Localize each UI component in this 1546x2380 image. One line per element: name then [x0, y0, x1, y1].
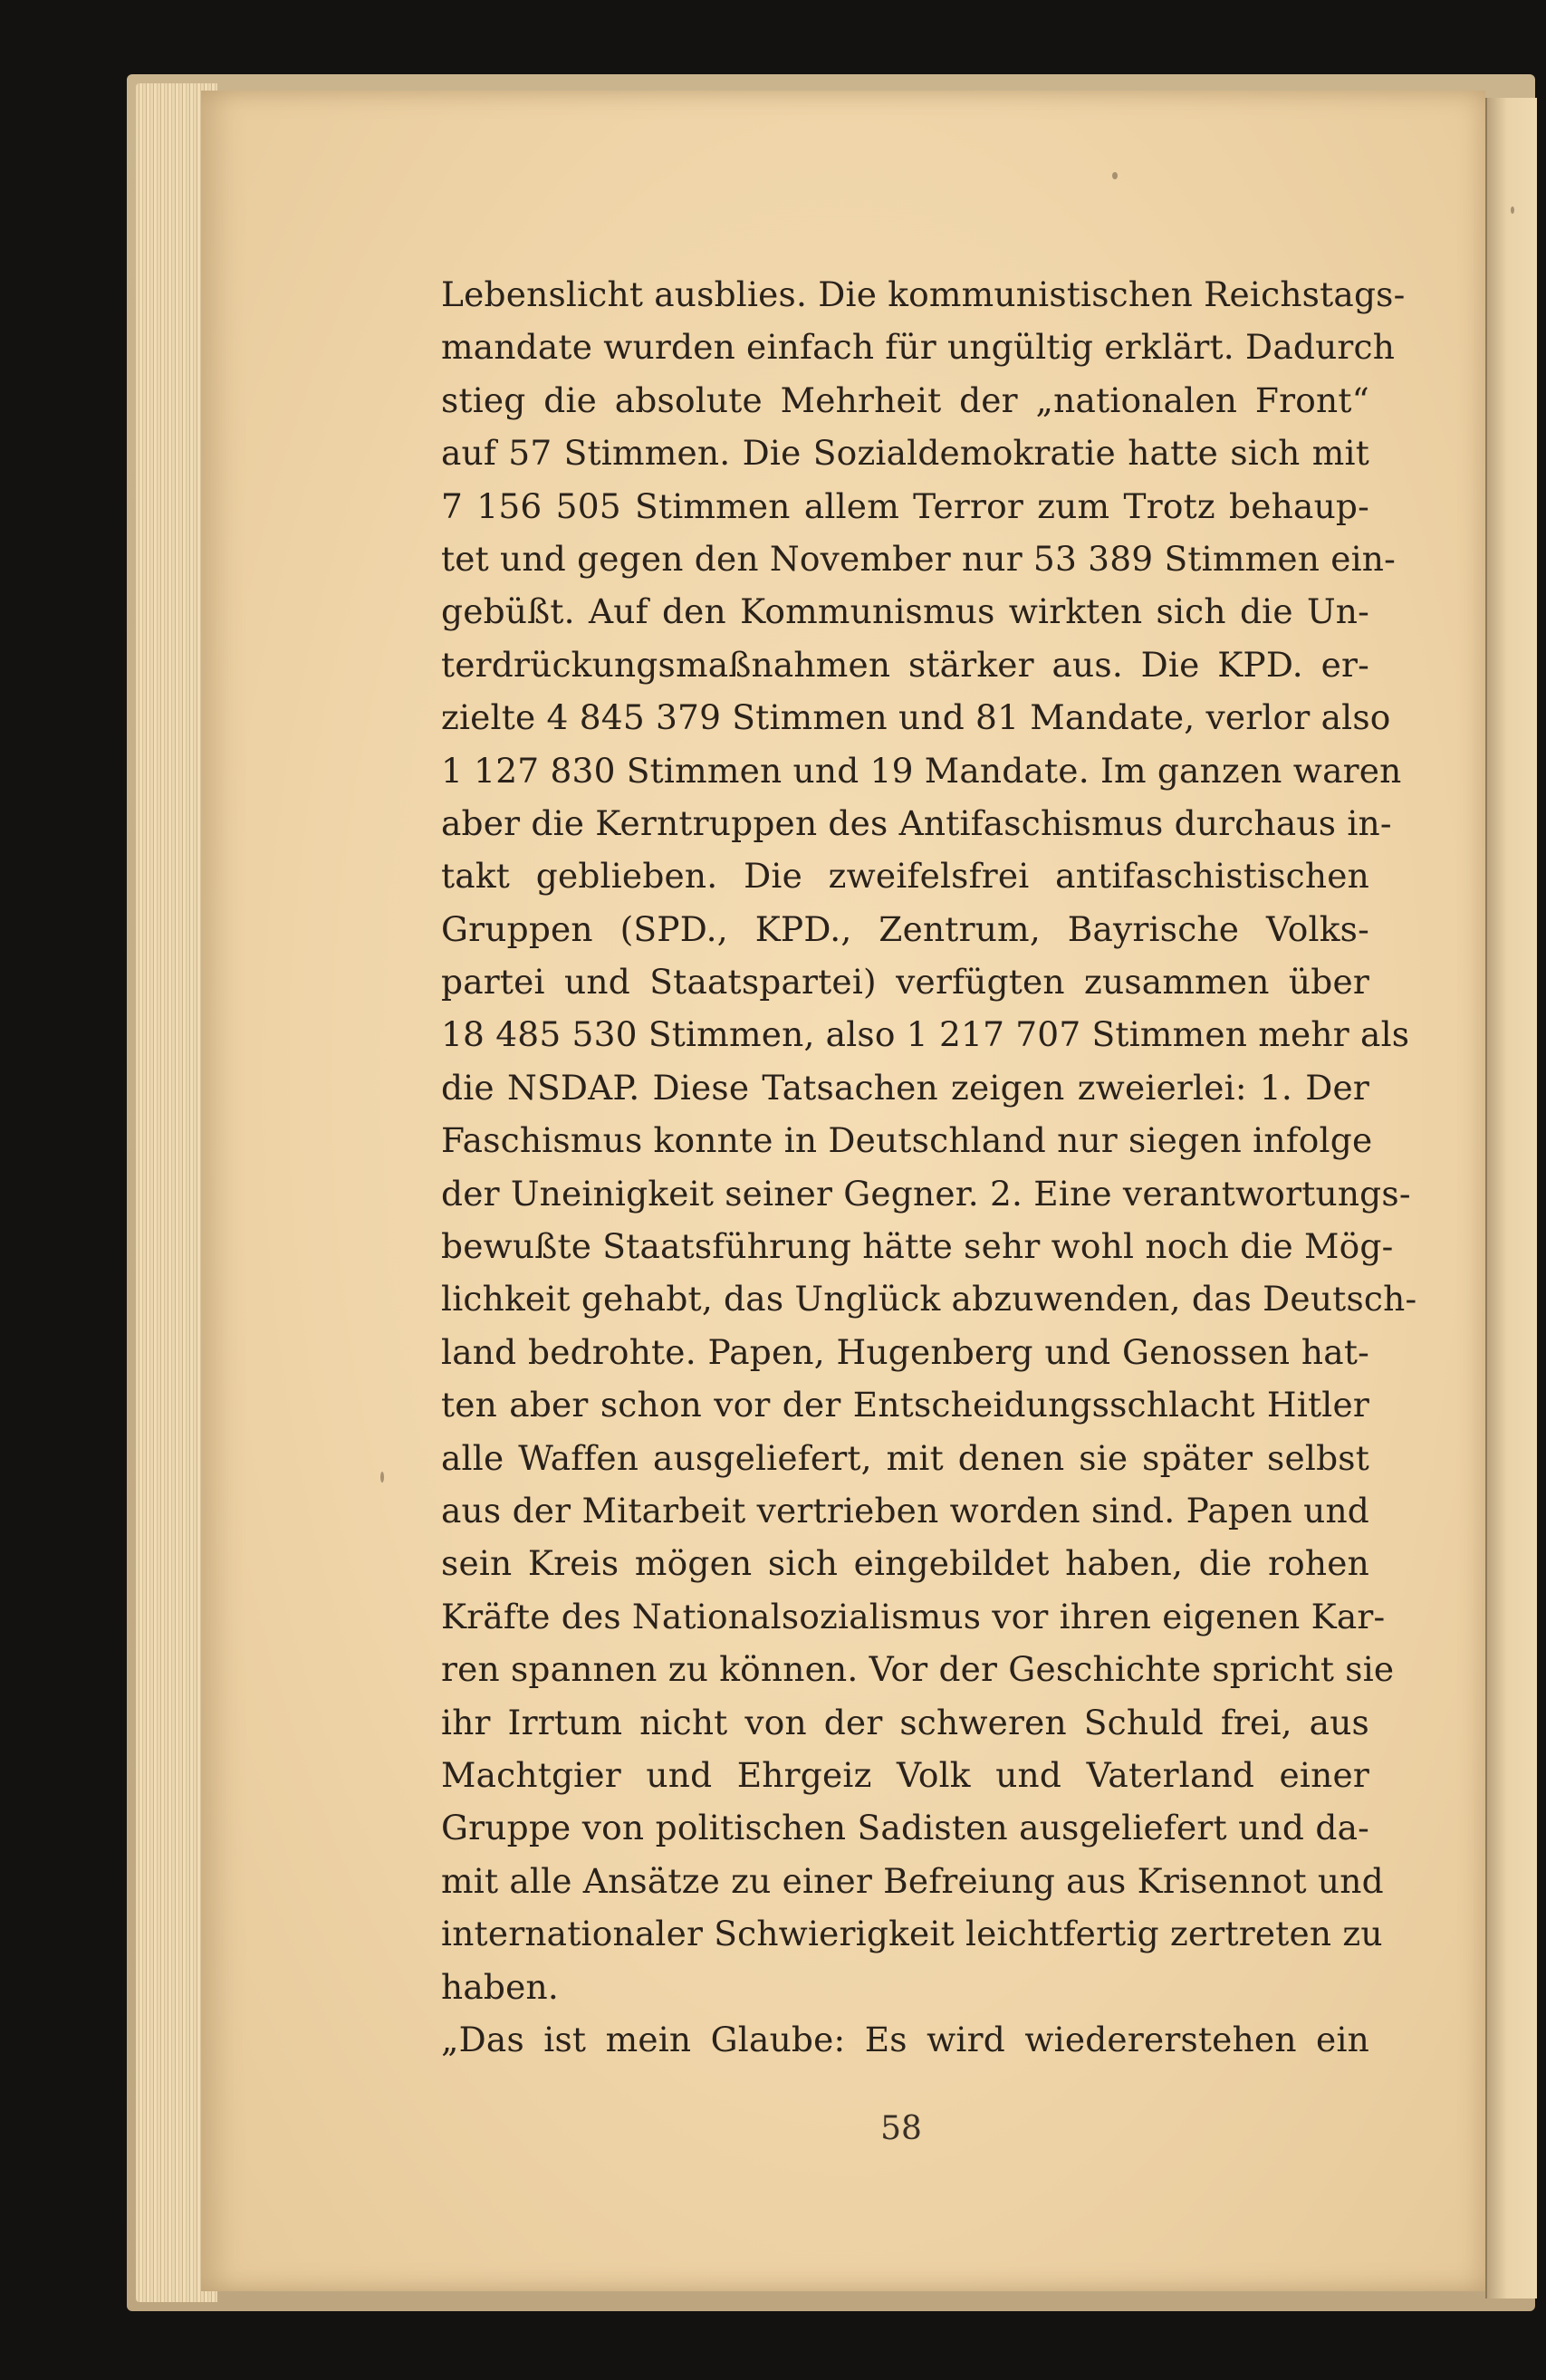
text-line: partei und Staatspartei) verfügten zusammen über	[441, 962, 1369, 1003]
text-line: haben.	[441, 1966, 559, 2007]
page-number: 58	[880, 2110, 922, 2147]
adjacent-page-edge	[1485, 98, 1537, 2298]
text-line: sein Kreis mögen sich eingebildet haben, die rohen	[441, 1543, 1369, 1584]
text-line: ihr Irrtum nicht von der schweren Schuld frei, aus	[441, 1702, 1369, 1742]
text-line: stieg die absolute Mehrheit der „nationalen Front“	[441, 379, 1369, 420]
text-line: 1 127 830 Stimmen und 19 Mandate. Im ganzen waren	[441, 750, 1402, 791]
text-line: internationaler Schwierigkeit leichtfertig zertreten zu	[441, 1914, 1383, 1954]
text-line: ten aber schon vor der Entscheidungsschlacht Hitler	[441, 1385, 1369, 1425]
text-line: alle Waffen ausgeliefert, mit denen sie später selbst	[441, 1437, 1369, 1478]
text-line: mandate wurden einfach für ungültig erklärt. Dadurch	[441, 327, 1396, 368]
text-line: lichkeit gehabt, das Unglück abzuwenden, das Deutsch-	[441, 1279, 1417, 1320]
text-line: Gruppe von politischen Sadisten ausgeliefert und da-	[441, 1808, 1369, 1848]
text-line: aus der Mitarbeit vertrieben worden sind. Papen und	[441, 1490, 1369, 1531]
text-line: tet und gegen den November nur 53 389 Stimmen ein-	[441, 538, 1397, 579]
text-line: gebüßt. Auf den Kommunismus wirkten sich die Un-	[441, 591, 1369, 632]
text-line: 18 485 530 Stimmen, also 1 217 707 Stimmen mehr als	[441, 1014, 1410, 1055]
text-line: aber die Kerntruppen des Antifaschismus durchaus in-	[441, 802, 1392, 843]
body-text	[441, 268, 1417, 2066]
text-line: Kräfte des Nationalsozialismus vor ihren eigenen Kar-	[441, 1596, 1386, 1636]
text-line: land bedrohte. Papen, Hugenberg und Genossen hat-	[441, 1331, 1369, 1372]
text-line: mit alle Ansätze zu einer Befreiung aus Krisennot und	[441, 1860, 1384, 1901]
text-line: der Uneinigkeit seiner Gegner. 2. Eine verantwortungs-	[441, 1173, 1411, 1214]
text-line: auf 57 Stimmen. Die Sozialdemokratie hatte sich mit	[441, 433, 1369, 474]
text-line: Gruppen (SPD., KPD., Zentrum, Bayrische Volks-	[441, 908, 1369, 949]
text-line: terdrückungsmaßnahmen stärker aus. Die KPD. er-	[441, 644, 1369, 685]
text-line: 7 156 505 Stimmen allem Terror zum Trotz behaup-	[441, 485, 1369, 526]
paper-speck	[1511, 206, 1514, 214]
text-line: die NSDAP. Diese Tatsachen zeigen zweierlei: 1. Der	[441, 1067, 1369, 1108]
text-line: Faschismus konnte in Deutschland nur siegen infolge	[441, 1120, 1373, 1161]
text-line: Machtgier und Ehrgeiz Volk und Vaterland einer	[441, 1754, 1369, 1795]
text-line: Lebenslicht ausblies. Die kommunistischen Reichstags-	[441, 274, 1406, 314]
text-line: ren spannen zu können. Vor der Geschichte spricht sie	[441, 1649, 1395, 1690]
paper-speck	[380, 1472, 384, 1483]
paper-speck	[1112, 172, 1118, 179]
text-line: takt geblieben. Die zweifelsfrei antifaschistischen	[441, 856, 1369, 897]
text-line: zielte 4 845 379 Stimmen und 81 Mandate, verlor also	[441, 697, 1391, 738]
text-line: bewußte Staatsführung hätte sehr wohl noch die Mög-	[441, 1226, 1394, 1267]
text-line: „Das ist mein Glaube: Es wird wiedererstehen ein	[441, 2019, 1369, 2059]
